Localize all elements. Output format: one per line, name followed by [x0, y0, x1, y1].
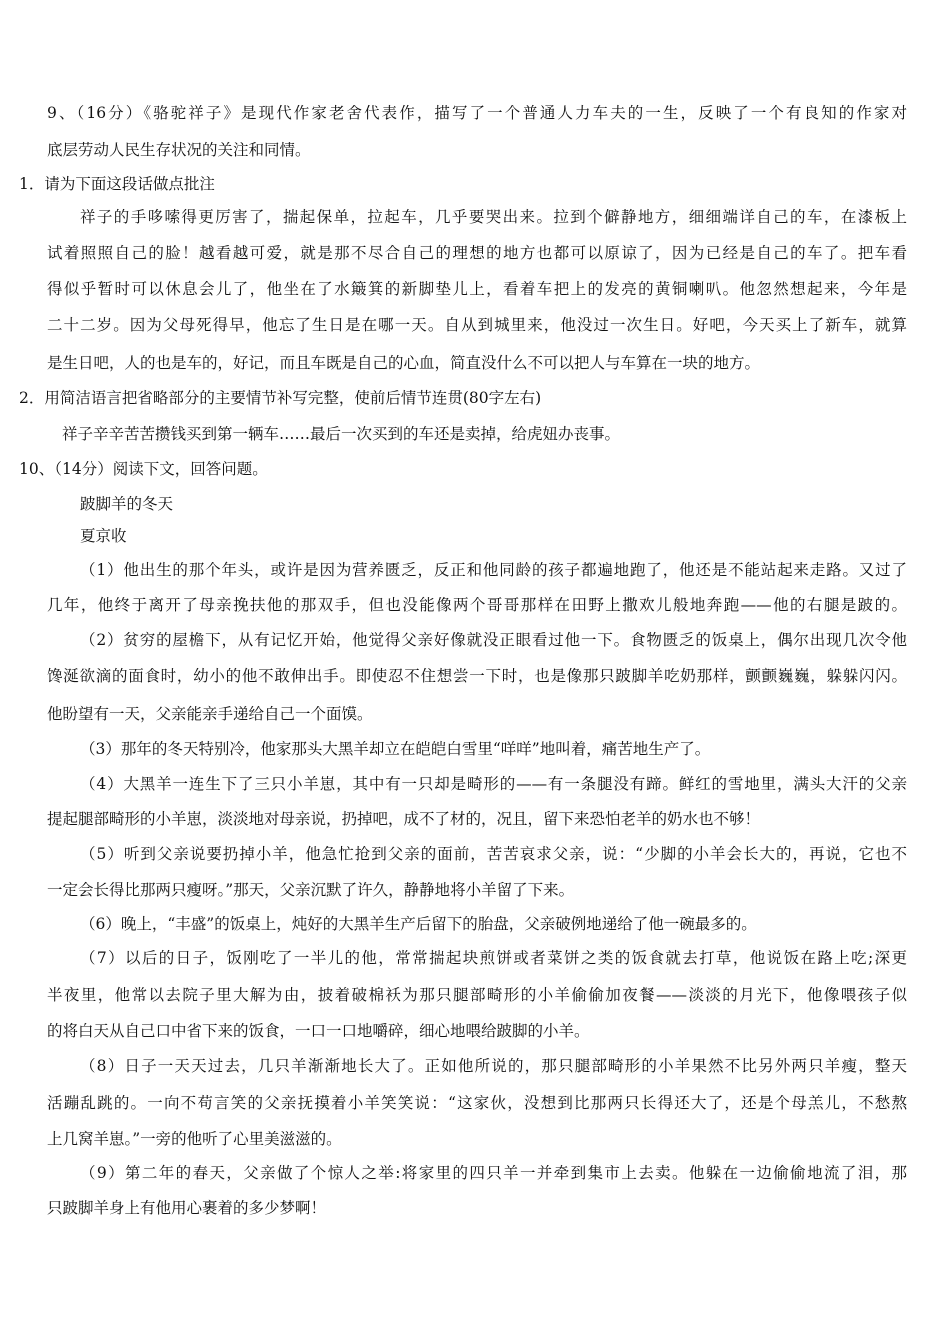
article-line: （9）第二年的春天，父亲做了个惊人之举:将家里的四只羊一并牵到集市上去卖。他躲在一边偷偷地流了泪，那 — [80, 1164, 907, 1182]
q10-header: 10、（14分）阅读下文，回答问题。 — [19, 460, 268, 478]
q9-subquestion-2: 2．用简洁语言把省略部分的主要情节补写完整，使前后情节连贯(80字左右) — [19, 389, 542, 407]
q9-prompt-line-2: 底层劳动人民生存状况的关注和同情。 — [47, 141, 311, 159]
article-line: （1）他出生的那个年头，或许是因为营养匮乏，反正和他同龄的孩子都遍地跑了，他还是不能站起来走路。又过了 — [80, 561, 907, 579]
article-line: （5）听到父亲说要扔掉小羊，他急忙抢到父亲的面前，苦苦哀求父亲，说：“少脚的小羊会长大的，再说，它也不 — [80, 845, 907, 863]
article-line: （2）贫穷的屋檐下，从有记忆开始，他觉得父亲好像就没正眼看过他一下。食物匮乏的饭桌上，偶尔出现几次令他 — [80, 631, 907, 649]
article-line: 的将白天从自己口中省下来的饭食，一口一口地嚼碎，细心地喂给跛脚的小羊。 — [47, 1022, 590, 1040]
article-line: 提起腿部畸形的小羊崽，淡淡地对母亲说，扔掉吧，成不了材的，况且，留下来恐怕老羊的奶水也不够！ — [47, 810, 761, 828]
article-line: 上几窝羊崽。”一旁的他听了心里美滋滋的。 — [47, 1130, 342, 1148]
article-line: 几年，他终于离开了母亲挽扶他的那双手，但也没能像两个哥哥那样在田野上撒欢儿般地奔跑——他的右腿是跛的。 — [47, 596, 907, 614]
article-line: 只跛脚羊身上有他用心裹着的多少梦啊！ — [47, 1199, 327, 1217]
article-line: （3）那年的冬天特别冷，他家那头大黑羊却立在皑皑白雪里“咩咩”地叫着，痛苦地生产了。 — [80, 740, 711, 758]
q9-passage-line: 试着照照自己的脸！越看越可爱，就是那不尽合自己的理想的地方也都可以原谅了，因为已经是自己的车了。把车看 — [47, 244, 907, 262]
article-author: 夏京收 — [80, 527, 127, 545]
article-line: 馋涎欲滴的面食时，幼小的他不敢伸出手。即使忍不住想尝一下时，也是像那只跛脚羊吃奶那样，颤颤巍巍，躲躲闪闪。 — [47, 667, 907, 685]
article-line: （6）晚上，“丰盛”的饭桌上，炖好的大黑羊生产后留下的胎盘，父亲破例地递给了他一碗最多的。 — [80, 915, 757, 933]
q9-subquestion-1: 1．请为下面这段话做点批注 — [19, 175, 215, 193]
q9-passage-line: 是生日吧，人的也是车的，好记，而且车既是自己的心血，简直没什么不可以把人与车算在一块的地方。 — [47, 354, 761, 372]
article-line: 活蹦乱跳的。一向不苟言笑的父亲抚摸着小羊笑笑说：“这家伙，没想到比那两只长得还大了，还是个母羔儿，不愁熬 — [47, 1094, 907, 1112]
article-title: 跛脚羊的冬天 — [80, 495, 174, 513]
q9-prompt-line-1: 9、（16分）《骆驼祥子》是现代作家老舍代表作，描写了一个普通人力车夫的一生，反映了一个有良知的作家对 — [47, 104, 907, 122]
q9-passage-line: 得似乎暂时可以休息会儿了，他坐在了水簸箕的新脚垫儿上，看着车把上的发亮的黄铜喇叭。他忽然想起来，今年是 — [47, 280, 907, 298]
q9-subquestion-2-text: 祥子辛辛苦苦攒钱买到第一辆车……最后一次买到的车还是卖掉，给虎妞办丧事。 — [62, 425, 621, 443]
article-line: （7）以后的日子，饭刚吃了一半儿的他，常常揣起块煎饼或者菜饼之类的饭食就去打草，他说饭在路上吃;深更 — [80, 949, 907, 967]
article-line: 半夜里，他常以去院子里大解为由，披着破棉袄为那只腿部畸形的小羊偷偷加夜餐——淡淡的月光下，他像喂孩子似 — [47, 986, 907, 1004]
article-line: 他盼望有一天，父亲能亲手递给自己一个面馍。 — [47, 705, 373, 723]
article-line: （8）日子一天天过去，几只羊渐渐地长大了。正如他所说的，那只腿部畸形的小羊果然不比另外两只羊瘦，整天 — [80, 1057, 907, 1075]
q9-passage-line: 二十二岁。因为父母死得早，他忘了生日是在哪一天。自从到城里来，他没过一次生日。好吧，今天买上了新车，就算 — [47, 316, 907, 334]
q9-passage-line: 祥子的手哆嗦得更厉害了，揣起保单，拉起车，几乎要哭出来。拉到个僻静地方，细细端详自己的车，在漆板上 — [80, 208, 907, 226]
article-line: （4）大黑羊一连生下了三只小羊崽，其中有一只却是畸形的——有一条腿没有蹄。鲜红的雪地里，满头大汗的父亲 — [80, 775, 907, 793]
article-line: 一定会长得比那两只瘦呀。”那天，父亲沉默了许久，静静地将小羊留了下来。 — [47, 881, 575, 899]
